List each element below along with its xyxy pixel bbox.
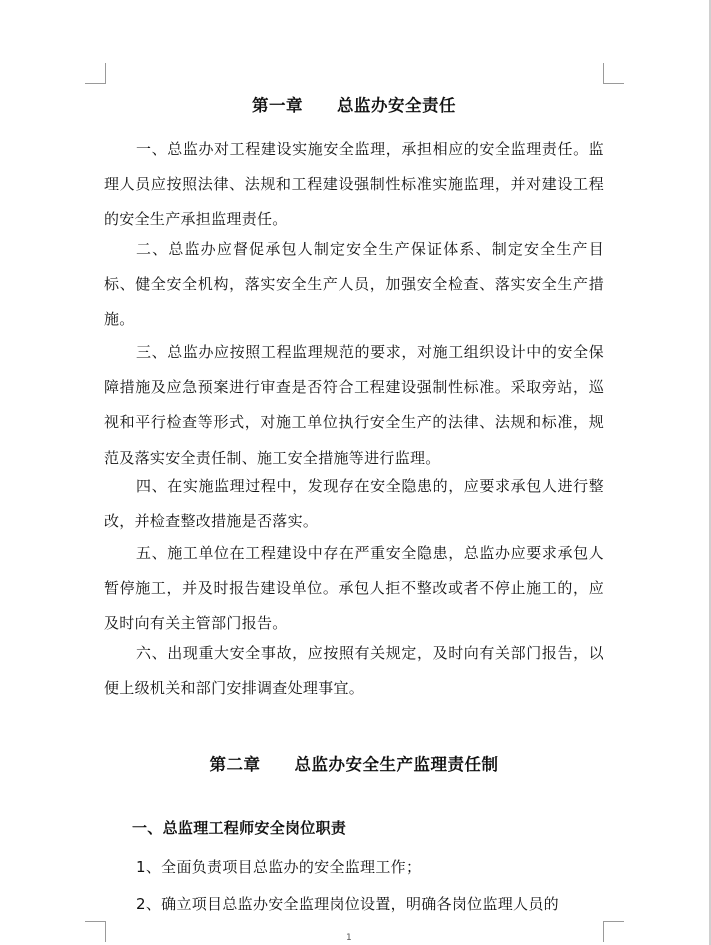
- chapter1-paragraph-6: 六、出现重大安全事故，应按照有关规定，及时向有关部门报告，以便上级机关和部门安排调查处理事宜。: [104, 644, 604, 698]
- margin-corner-top-left: [85, 63, 106, 84]
- chapter1-title: 第一章 总监办安全责任: [252, 96, 456, 115]
- chapter1-paragraph-1: 一、总监办对工程建设实施安全监理，承担相应的安全监理责任。监理人员应按照法律、法规和工程建设强制性标准实施监理，并对建设工程的安全生产承担监理责任。: [104, 140, 604, 229]
- margin-corner-bottom-left: [85, 921, 106, 942]
- margin-corner-top-right: [603, 63, 624, 84]
- chapter1-paragraph-5: 五、施工单位在工程建设中存在严重安全隐患，总监办应要求承包人暂停施工，并及时报告建设单位。承包人拒不整改或者不停止施工的，应及时向有关主管部门报告。: [104, 544, 604, 633]
- section-heading: 一、总监理工程师安全岗位职责: [132, 819, 347, 837]
- chapter1-paragraph-4: 四、在实施监理过程中，发现存在安全隐患的，应要求承包人进行整改，并检查整改措施是否落实。: [104, 477, 604, 531]
- list-item: 2、确立项目总监办安全监理岗位设置，明确各岗位监理人员的: [136, 895, 559, 913]
- chapter2-title: 第二章 总监办安全生产监理责任制: [209, 755, 499, 774]
- margin-corner-bottom-right: [603, 921, 624, 942]
- list-item: 1、全面负责项目总监办的安全监理工作；: [136, 858, 422, 876]
- chapter1-paragraph-2: 二、总监办应督促承包人制定安全生产保证体系、制定安全生产目标、健全安全机构，落实安全生产人员，加强安全检查、落实安全生产措施。: [104, 240, 604, 329]
- chapter1-paragraph-3: 三、总监办应按照工程监理规范的要求，对施工组织设计中的安全保障措施及应急预案进行审查是否符合工程建设强制性标准。采取旁站，巡视和平行检查等形式，对施工单位执行安全生产的法律、法规和标准，规范及落实安全责任制、施工安全措施等进行监理。: [104, 343, 604, 467]
- page-number: 1: [346, 933, 352, 943]
